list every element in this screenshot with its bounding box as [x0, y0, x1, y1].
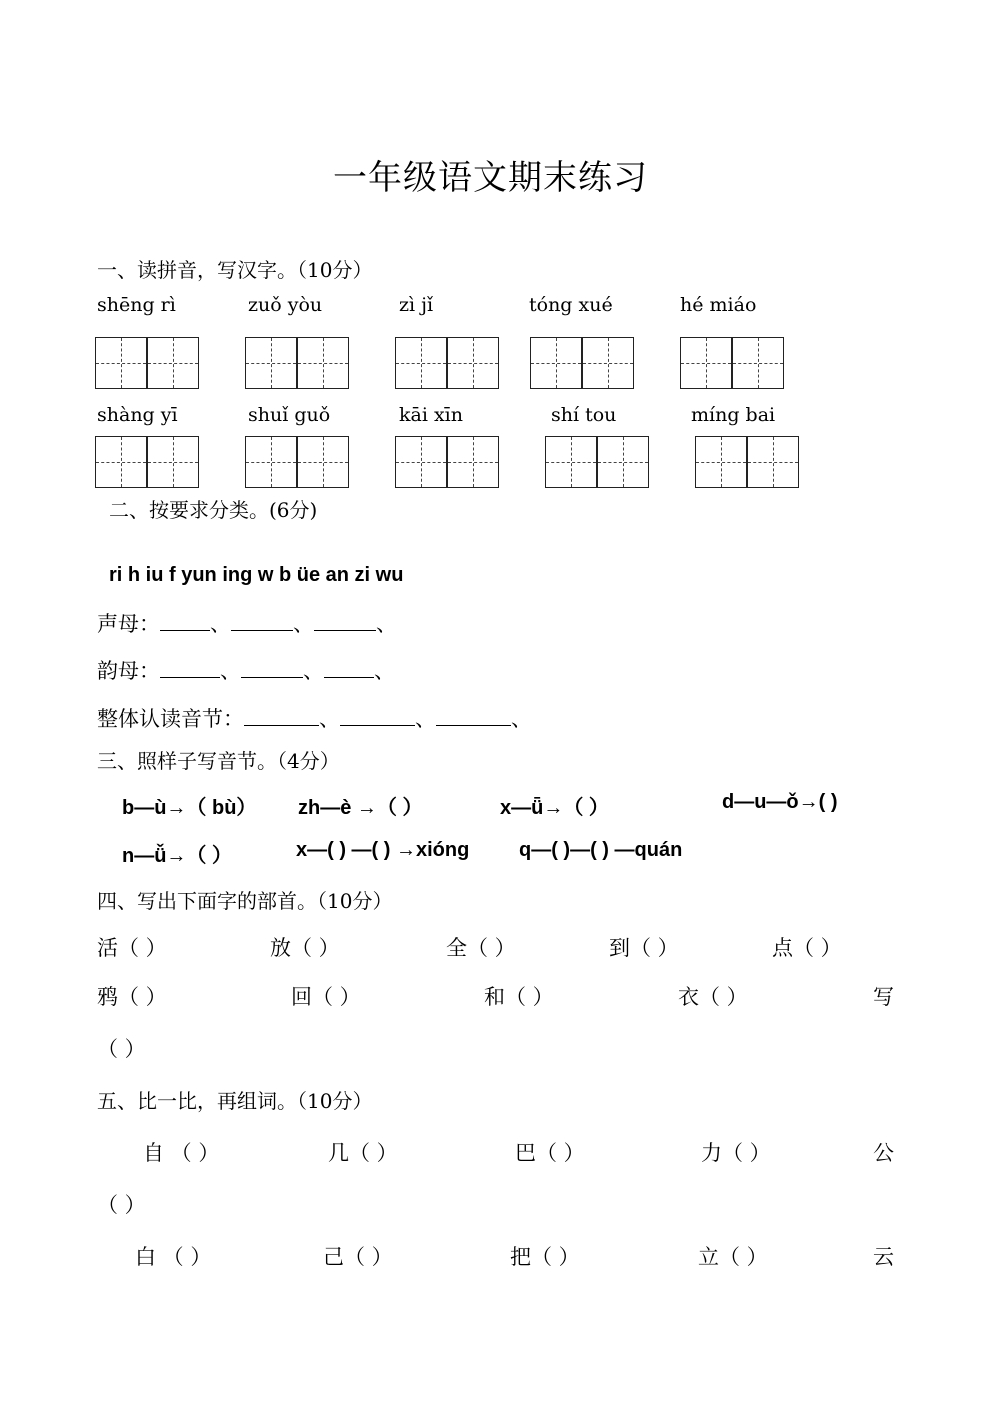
compare-item: 把（ ）: [510, 1245, 580, 1269]
radical-item: 活（ ）: [97, 936, 167, 960]
writing-box[interactable]: [147, 436, 199, 488]
pinyin-label: shuǐ guǒ: [248, 404, 331, 426]
writing-box[interactable]: [447, 436, 499, 488]
radical-item: 点（ ）: [772, 936, 842, 960]
separator: 、: [210, 612, 231, 636]
pinyin-label: kāi xīn: [399, 404, 463, 426]
separator: 、: [511, 707, 532, 731]
radical-item: 全（ ）: [446, 936, 516, 960]
answer-blank[interactable]: [231, 612, 293, 631]
answer-blank[interactable]: [160, 659, 220, 678]
answer-blank[interactable]: [241, 659, 303, 678]
writing-box[interactable]: [530, 337, 582, 389]
compare-item: 公: [873, 1141, 894, 1165]
section-4-heading: 四、写出下面字的部首。（10分）: [97, 889, 393, 913]
answer-blank[interactable]: [436, 707, 511, 726]
pinyin-label: zuǒ yòu: [248, 294, 323, 316]
writing-box[interactable]: [447, 337, 499, 389]
compare-item: （ ）: [97, 1193, 146, 1217]
pinyin-label: shí tou: [551, 404, 617, 426]
letter-list: ri h iu f yun ing w b üe an zi wu: [109, 564, 404, 586]
pinyin-label: shàng yī: [97, 404, 178, 426]
writing-box[interactable]: [297, 436, 349, 488]
pinyin-label: zì jǐ: [399, 294, 434, 316]
separator: 、: [303, 659, 324, 683]
pinyin-label: hé miáo: [680, 294, 757, 316]
answer-blank[interactable]: [324, 659, 374, 678]
section-5-heading: 五、比一比，再组词。（10分）: [97, 1089, 373, 1113]
separator: 、: [374, 659, 395, 683]
separator: 、: [415, 707, 436, 731]
radical-item: 写: [873, 985, 894, 1009]
radical-item: 和（ ）: [484, 985, 554, 1009]
yunmu-line: [97, 655, 395, 685]
pinyin-label: shēng rì: [97, 294, 176, 316]
syllable-item: d—u—ǒ→( ): [722, 791, 838, 813]
compare-item: 白 （ ）: [135, 1245, 212, 1269]
shengmu-line: [97, 608, 397, 638]
pinyin-label: tóng xué: [529, 294, 613, 316]
syllable-item: zh—è →（ ）: [298, 797, 423, 819]
shengmu-label: 声母：: [97, 612, 160, 636]
writing-box[interactable]: [747, 436, 799, 488]
syllable-item: n—ǚ→（ ）: [122, 845, 232, 867]
writing-box[interactable]: [297, 337, 349, 389]
zhengti-label: 整体认读音节：: [97, 707, 244, 731]
compare-item: 己（ ）: [323, 1245, 393, 1269]
yunmu-label: 韵母：: [97, 659, 160, 683]
compare-item: 云: [873, 1245, 894, 1269]
answer-blank[interactable]: [314, 612, 376, 631]
writing-box[interactable]: [732, 337, 784, 389]
radical-item: 到（ ）: [609, 936, 679, 960]
zhengti-line: [97, 703, 532, 733]
writing-box[interactable]: [147, 337, 199, 389]
compare-item: 几（ ）: [328, 1141, 398, 1165]
writing-box[interactable]: [695, 436, 747, 488]
syllable-item: x—ǖ→（ ）: [500, 797, 609, 819]
writing-box[interactable]: [245, 337, 297, 389]
answer-blank[interactable]: [244, 707, 319, 726]
writing-box[interactable]: [95, 436, 147, 488]
syllable-item: q—( )—( ) —quán: [519, 839, 683, 861]
section-3-heading: 三、照样子写音节。（4分）: [97, 749, 340, 773]
section-1-heading: 一、读拼音，写汉字。（10分）: [97, 258, 373, 282]
writing-box[interactable]: [545, 436, 597, 488]
compare-item: 力（ ）: [701, 1141, 771, 1165]
syllable-item: b—ù→（ bù）: [122, 797, 257, 819]
radical-item: 衣（ ）: [678, 985, 748, 1009]
compare-item: 立（ ）: [698, 1245, 768, 1269]
radical-item: （ ）: [97, 1037, 146, 1061]
radical-item: 放（ ）: [270, 936, 340, 960]
radical-item: 回（ ）: [291, 985, 361, 1009]
writing-box[interactable]: [395, 436, 447, 488]
separator: 、: [220, 659, 241, 683]
separator: 、: [293, 612, 314, 636]
writing-box[interactable]: [680, 337, 732, 389]
writing-box[interactable]: [245, 436, 297, 488]
page-title: 一年级语文期末练习: [333, 158, 648, 198]
answer-blank[interactable]: [160, 612, 210, 631]
compare-item: 自 （ ）: [143, 1141, 220, 1165]
separator: 、: [319, 707, 340, 731]
writing-box[interactable]: [95, 337, 147, 389]
writing-box[interactable]: [582, 337, 634, 389]
section-2-heading: 二、按要求分类。(6分): [109, 498, 318, 522]
separator: 、: [376, 612, 397, 636]
compare-item: 巴（ ）: [515, 1141, 585, 1165]
writing-box[interactable]: [395, 337, 447, 389]
radical-item: 鸦（ ）: [97, 985, 167, 1009]
pinyin-label: míng bai: [691, 404, 776, 426]
writing-box[interactable]: [597, 436, 649, 488]
syllable-item: x—( ) —( ) →xióng: [296, 839, 470, 861]
answer-blank[interactable]: [340, 707, 415, 726]
